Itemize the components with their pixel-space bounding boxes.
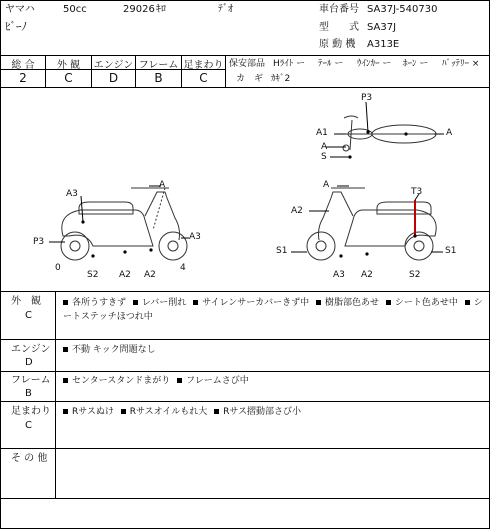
remark-exterior-item: 樹脂部色あせ <box>324 298 379 308</box>
left-label-4: 4 <box>180 263 186 273</box>
score-total: 2 <box>19 71 27 85</box>
right-label-s1-left: S1 <box>276 246 288 256</box>
displacement: 50cc <box>63 4 87 15</box>
type-value: SA37J <box>367 22 397 33</box>
remark-suspension-item: Rサスぬけ <box>72 407 114 417</box>
safety-battery: ﾊﾞｯﾃﾘｰ × <box>442 59 480 69</box>
remark-engine-item: 不動 キック問題なし <box>72 345 156 355</box>
top-label-a1: A1 <box>316 128 328 138</box>
left-label-p3: P3 <box>33 237 45 247</box>
left-label-a3-right: A3 <box>189 232 201 242</box>
safety-headlight: Hﾗｲﾄ ー <box>273 59 306 69</box>
safety-winker: ｳｲﾝｶｰ ー <box>357 59 392 69</box>
right-label-a: A <box>323 180 330 190</box>
remark-suspension-item: Rサスオイルもれ大 <box>129 407 208 417</box>
left-side-diagram <box>41 176 201 271</box>
remark-suspension-items <box>63 406 301 418</box>
score-header-total: 総 合 <box>11 60 35 71</box>
grade: ﾃﾞｵ <box>218 4 233 15</box>
score-frame: B <box>154 71 163 85</box>
right-label-a3: A3 <box>333 270 345 280</box>
left-label-a: A <box>159 180 166 190</box>
remark-exterior-items <box>63 296 485 324</box>
top-view-diagram <box>316 96 456 166</box>
type-label: 型 式 <box>319 22 359 33</box>
key-label: カ ギ <box>236 74 264 84</box>
left-label-a2-left: A2 <box>119 270 131 280</box>
engine-value: A313E <box>367 39 400 50</box>
remark-frame-grade: B <box>25 388 32 399</box>
right-label-a2-top: A2 <box>291 206 303 216</box>
safety-horn: ﾎｰﾝ ー <box>403 59 429 69</box>
right-label-a2-bottom: A2 <box>361 270 373 280</box>
left-label-a3-top: A3 <box>66 189 78 199</box>
frame-no: SA37J-540730 <box>367 4 438 15</box>
remark-frame-item: フレームさび中 <box>186 376 249 386</box>
remark-engine-label: エンジン <box>11 344 51 355</box>
remark-engine-grade: D <box>25 357 33 368</box>
remark-exterior-item: シートステッチほつれ中 <box>63 298 483 322</box>
score-header-exterior: 外 観 <box>56 60 81 71</box>
remark-exterior-grade: C <box>25 310 32 321</box>
key-value: ｶｷﾞ2 <box>271 74 291 84</box>
top-label-s: S <box>321 152 327 162</box>
safety-label: 保安部品 <box>229 59 266 69</box>
remark-exterior-item: シート色あせ中 <box>394 298 458 308</box>
left-label-a2-right: A2 <box>144 270 156 280</box>
left-label-0: 0 <box>55 263 61 273</box>
remark-frame-items <box>63 375 249 387</box>
remark-frame-item: センタースタンドまがり <box>72 376 171 386</box>
remark-exterior-label: 外 観 <box>11 296 41 307</box>
score-suspension: C <box>199 71 208 85</box>
remark-other-label: そ の 他 <box>11 453 48 464</box>
remark-exterior-item: レバー削れ <box>141 298 187 308</box>
top-label-a-left: A <box>321 142 328 152</box>
remark-exterior-item: サイレンサーカバーきず中 <box>202 298 310 308</box>
mileage-unit: ｷﾛ <box>156 4 166 15</box>
maker: ヤマハ <box>5 4 35 15</box>
right-side-diagram <box>291 176 461 271</box>
score-header-suspension: 足まわり <box>183 60 224 71</box>
top-label-a-right: A <box>446 128 453 138</box>
right-label-t3: T3 <box>411 187 423 197</box>
score-exterior: C <box>64 71 73 85</box>
remark-engine-items <box>63 344 156 356</box>
right-label-s1-right: S1 <box>445 246 457 256</box>
remark-suspension-item: Rサス摺動部さび小 <box>223 407 302 417</box>
top-label-p3: P3 <box>361 93 373 103</box>
safety-taillight: ﾃｰﾙ ー <box>318 59 344 69</box>
engine-label: 原 動 機 <box>319 39 356 50</box>
remark-suspension-grade: C <box>25 420 32 431</box>
left-label-s2: S2 <box>87 270 99 280</box>
remark-frame-label: フレーム <box>11 375 51 386</box>
score-header-engine: エンジン <box>93 60 134 71</box>
remark-exterior-item: 各所うすきず <box>72 298 127 308</box>
right-label-s2: S2 <box>409 270 421 280</box>
model-name: ﾋﾞｰﾉ <box>5 20 27 33</box>
frame-no-label: 車台番号 <box>319 4 359 15</box>
score-header-frame: フレーム <box>138 60 179 71</box>
remark-suspension-label: 足まわり <box>11 406 51 417</box>
mileage: 29026 <box>123 4 155 15</box>
score-engine: D <box>108 71 119 85</box>
